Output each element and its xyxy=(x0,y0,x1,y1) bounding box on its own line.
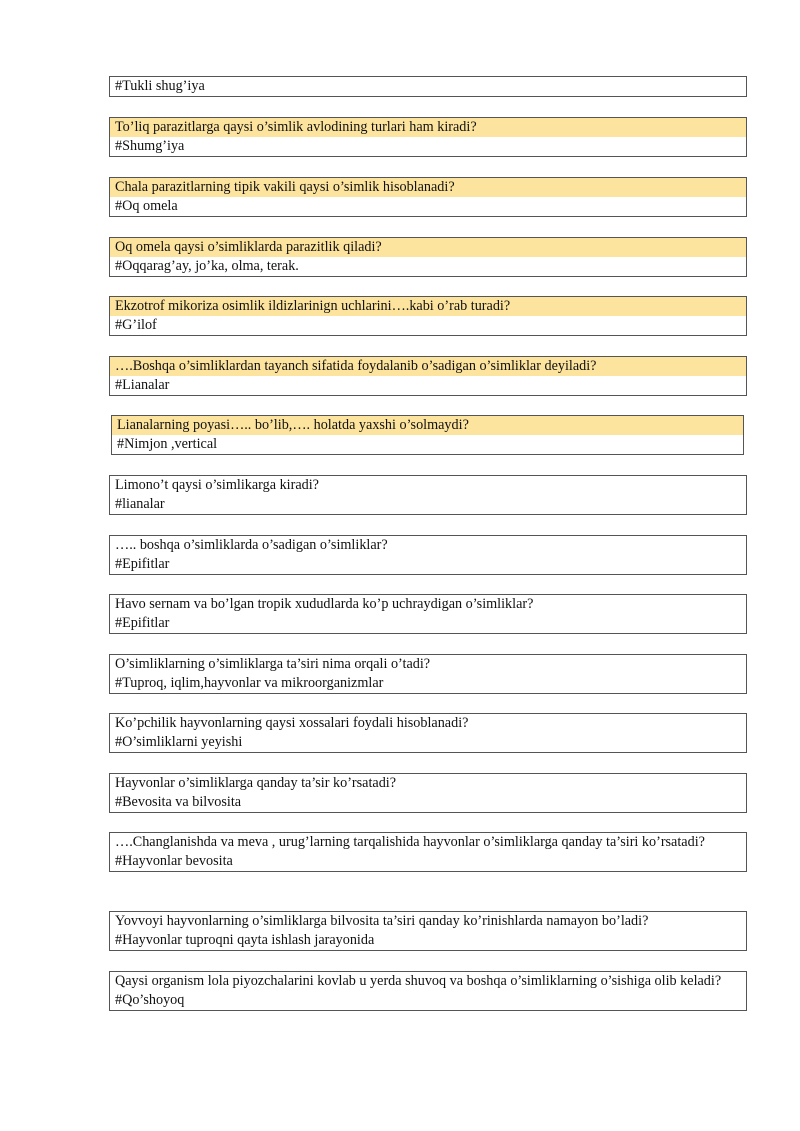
qa-block xyxy=(109,971,747,1011)
qa-block xyxy=(109,237,747,277)
answer-text: #Lianalar xyxy=(115,377,170,393)
answer-text: #Shumg’iya xyxy=(115,138,185,154)
question-text: O’simliklarning o’simliklarga ta’siri nima orqali o’tadi? xyxy=(115,656,431,672)
qa-block xyxy=(109,117,747,157)
answer-text: #Bevosita va bilvosita xyxy=(115,794,242,810)
qa-block xyxy=(109,535,747,575)
qa-block xyxy=(109,773,747,813)
question-text: Lianalarning poyasi….. bo’lib,…. holatda yaxshi o’solmaydi? xyxy=(112,416,743,435)
question-text: Limono’t qaysi o’simlikarga kiradi? xyxy=(115,477,319,493)
question-text: Chala parazitlarning tipik vakili qaysi o’simlik hisoblanadi? xyxy=(110,178,746,197)
answer-text: #G’ilof xyxy=(115,317,157,333)
qa-block xyxy=(109,356,747,396)
question-text: Ko’pchilik hayvonlarning qaysi xossalari foydali hisoblanadi? xyxy=(115,715,469,731)
answer-text: #Epifitlar xyxy=(115,556,170,572)
question-text: Qaysi organism lola piyozchalarini kovlab u yerda shuvoq va boshqa o’simliklarning o’sishiga olib keladi? xyxy=(115,973,722,989)
qa-block xyxy=(109,296,747,336)
answer-text: #Hayvonlar bevosita xyxy=(115,853,233,869)
answer-text: #Tukli shug’iya xyxy=(115,78,205,94)
qa-block xyxy=(109,654,747,694)
question-text: To’liq parazitlarga qaysi o’simlik avlodining turlari ham kiradi? xyxy=(110,118,746,137)
answer-text: #Tuproq, iqlim,hayvonlar va mikroorganizmlar xyxy=(115,675,384,691)
qa-block xyxy=(109,475,747,515)
question-text: Hayvonlar o’simliklarga qanday ta’sir ko’rsatadi? xyxy=(115,775,397,791)
qa-block xyxy=(109,76,747,97)
qa-block xyxy=(109,713,747,753)
qa-block xyxy=(109,594,747,634)
question-text: ….. boshqa o’simliklarda o’sadigan o’simliklar? xyxy=(115,537,388,553)
question-text: Oq omela qaysi o’simliklarda parazitlik qiladi? xyxy=(110,238,746,257)
question-text: Havo sernam va bo’lgan tropik xududlarda ko’p uchraydigan o’simliklar? xyxy=(115,596,534,612)
answer-text: #lianalar xyxy=(115,496,165,512)
answer-text: #Oq omela xyxy=(115,198,178,214)
answer-text: #Hayvonlar tuproqni qayta ishlash jarayonida xyxy=(115,932,375,948)
qa-block xyxy=(109,177,747,217)
qa-block xyxy=(111,415,744,455)
answer-text: #Epifitlar xyxy=(115,615,170,631)
question-text: ….Changlanishda va meva , urug’larning tarqalishida hayvonlar o’simliklarga qanday ta’siri ko’rsatadi? xyxy=(115,834,705,850)
answer-text: #Oqqarag’ay, jo’ka, olma, terak. xyxy=(115,258,299,274)
qa-block xyxy=(109,832,747,872)
answer-text: #Nimjon ,vertical xyxy=(117,436,218,452)
question-text: Yovvoyi hayvonlarning o’simliklarga bilvosita ta’siri qanday ko’rinishlarda namayon bo’ladi? xyxy=(115,913,649,929)
answer-text: #Qo’shoyoq xyxy=(115,992,185,1008)
qa-block xyxy=(109,911,747,951)
answer-text: #O’simliklarni yeyishi xyxy=(115,734,243,750)
question-text: ….Boshqa o’simliklardan tayanch sifatida foydalanib o’sadigan o’simliklar deyiladi? xyxy=(110,357,746,376)
question-text: Ekzotrof mikoriza osimlik ildizlarinign uchlarini….kabi o’rab turadi? xyxy=(110,297,746,316)
